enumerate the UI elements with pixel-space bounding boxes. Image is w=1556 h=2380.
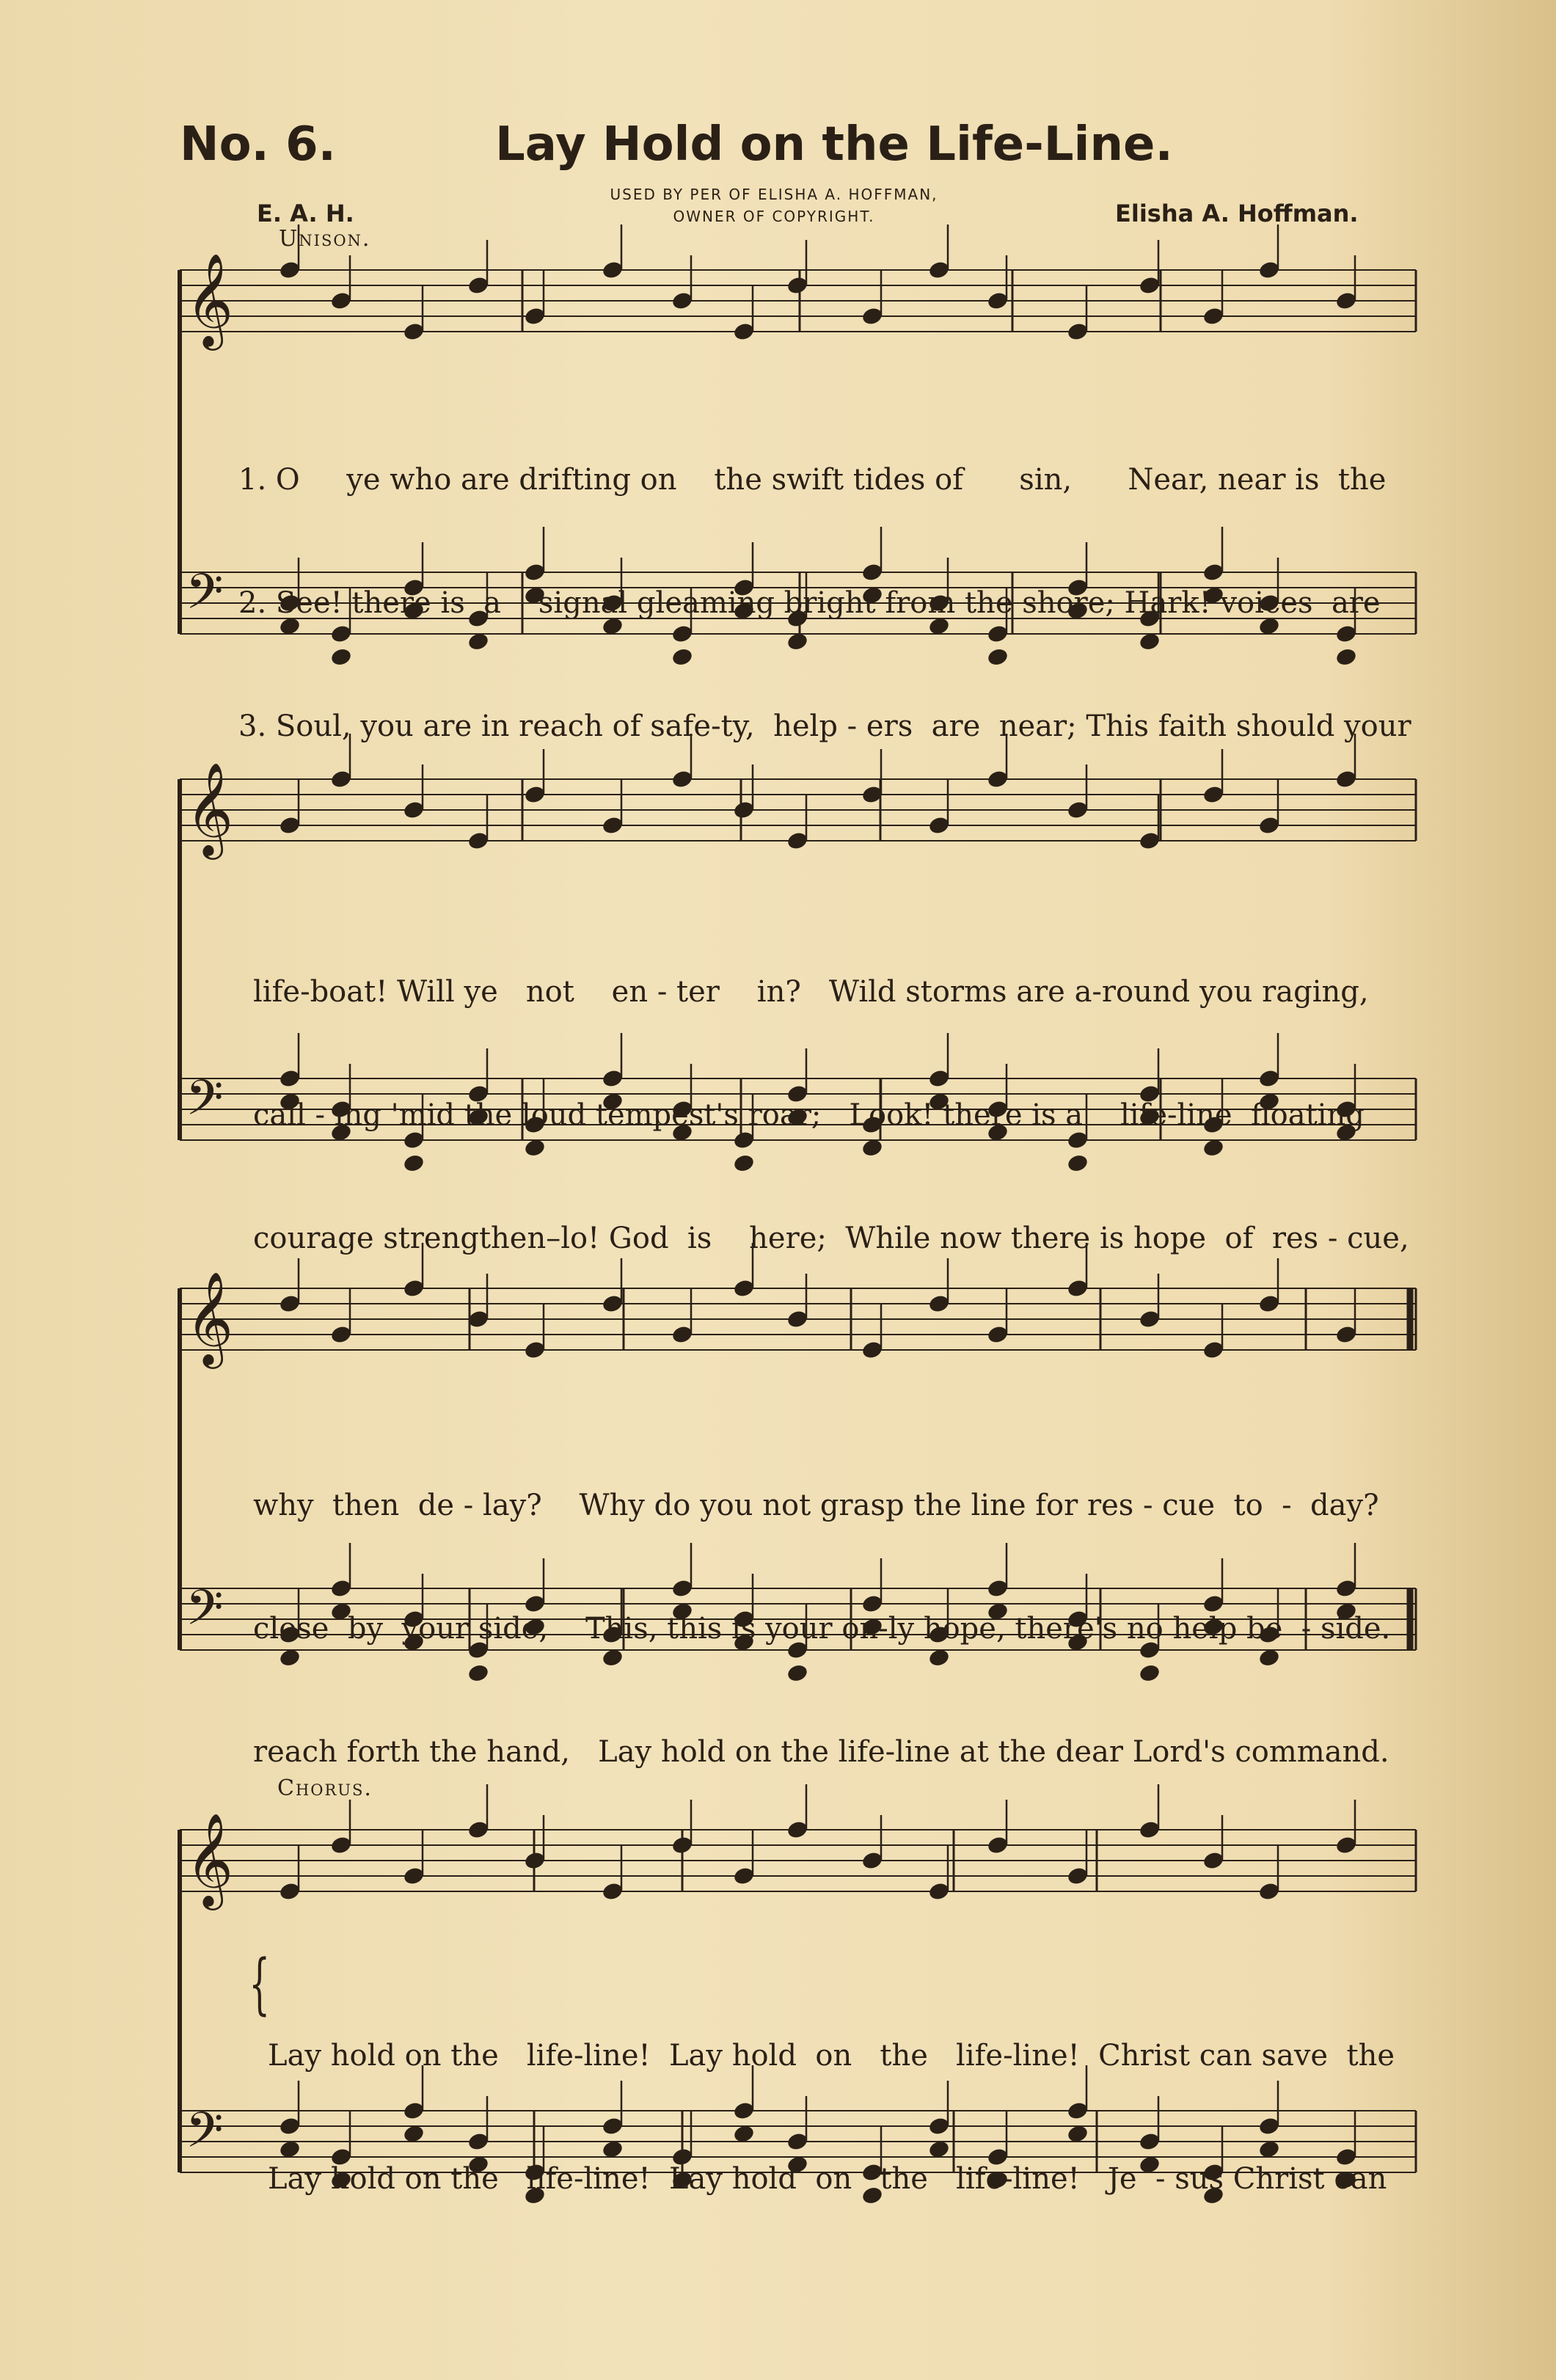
bass-clef: 𝄢 (186, 1070, 224, 1138)
bass-clef: 𝄢 (186, 2102, 224, 2170)
composer-credit: Elisha A. Hoffman. (1115, 200, 1359, 227)
bass-clef: 𝄢 (186, 563, 224, 632)
chorus-mark: Chorus. (277, 1775, 373, 1801)
hymn-number: No. 6. (180, 117, 336, 172)
lyric-line: life-boat! Will ye not en - ter in? Wild storms are a-round you raging, (253, 975, 1369, 1009)
lyric-line: why then de - lay? Why do you not grasp the line for res - cue to - day? (253, 1489, 1379, 1522)
lyrics-chorus (268, 1953, 1395, 2282)
lyric-line: Lay hold on the life-line! Lay hold on the life-line! Je - sus Christ can (268, 2162, 1387, 2196)
lyric-line: 3. Soul, you are in reach of safe-ty, help - ers are near; This faith should your (238, 709, 1411, 743)
lyric-line: reach forth the hand, Lay hold on the life-line at the dear Lord's command. (253, 1735, 1389, 1769)
treble-clef: 𝄞 (186, 252, 234, 346)
copyright-line-1: USED BY PER OF ELISHA A. HOFFMAN, (610, 186, 938, 203)
treble-clef: 𝄞 (186, 762, 234, 855)
hymn-title: Lay Hold on the Life-Line. (495, 117, 1173, 172)
lyrics-system-1 (238, 377, 1411, 829)
lyric-line: call - ing 'mid the loud tempest's roar; Look! there is a life-line floating (253, 1098, 1365, 1132)
copyright-line-2: OWNER OF COPYRIGHT. (673, 208, 875, 225)
lyrics-brace: { (249, 1946, 270, 2023)
lyric-line: Lay hold on the life-line! Lay hold on the life-line! Christ can save the (268, 2039, 1395, 2073)
treble-clef: 𝄞 (186, 1271, 234, 1365)
lyric-line: close by your side, This, this is your on-ly hope, there's no help be - side. (253, 1612, 1391, 1646)
lyrics-system-3 (253, 1403, 1390, 1855)
lyricist-credit: E. A. H. (257, 200, 354, 227)
lyric-line: courage strengthen–lo! God is here; While now there is hope of res - cue, (253, 1222, 1409, 1255)
lyric-line: 2. See! there is a signal gleaming bright from the shore; Hark! voices are (238, 586, 1381, 620)
lyric-line: 1. O ye who are drifting on the swift tides of sin, Near, near is the (238, 463, 1387, 497)
treble-clef: 𝄞 (186, 1812, 234, 1906)
bass-clef: 𝄢 (186, 1580, 224, 1648)
unison-mark: Unison. (279, 226, 371, 252)
lyrics-system-2 (253, 889, 1409, 1341)
